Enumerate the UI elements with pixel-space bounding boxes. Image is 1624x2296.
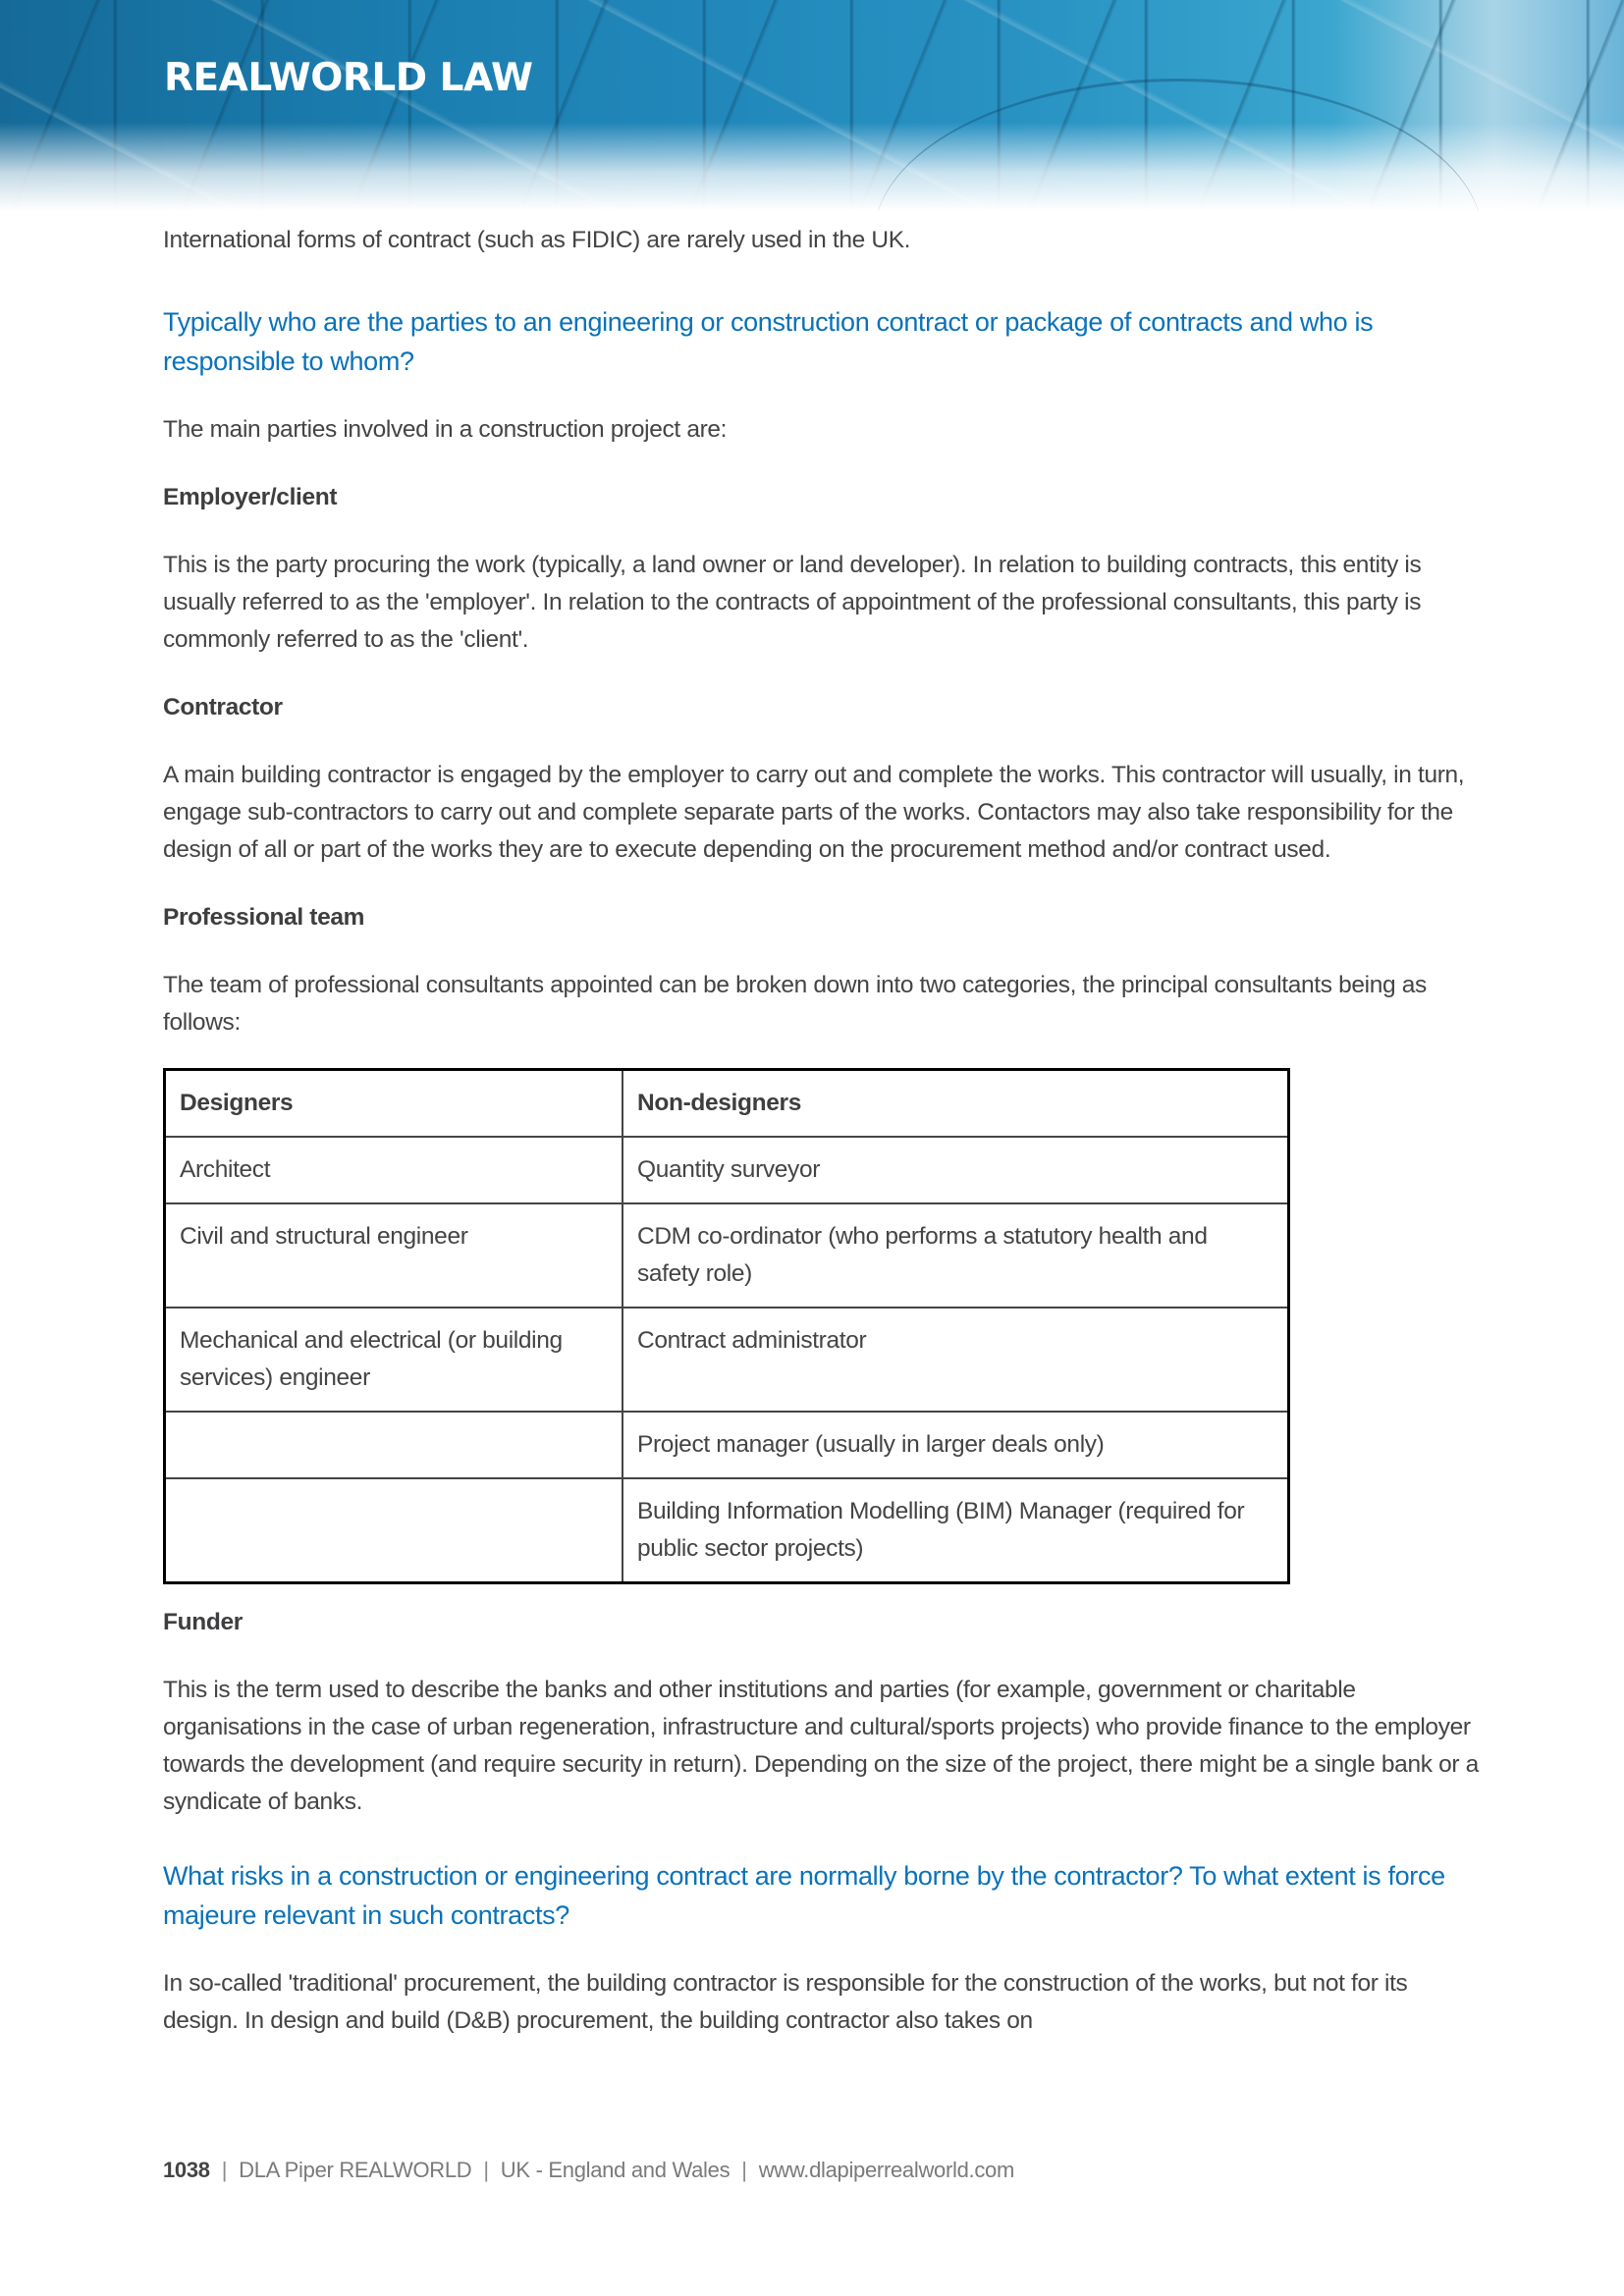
header-building-arc bbox=[874, 79, 1483, 211]
footer-jurisdiction: UK - England and Wales bbox=[500, 2158, 731, 2182]
funder-heading: Funder bbox=[163, 1609, 243, 1635]
document-body bbox=[163, 222, 1479, 2040]
page-number: 1038 bbox=[163, 2158, 210, 2182]
page-footer bbox=[163, 2158, 1014, 2183]
table-cell-non-designer: Project manager (usually in larger deals only) bbox=[623, 1412, 1289, 1478]
column-header-non-designers: Non-designers bbox=[623, 1070, 1289, 1138]
employer-heading: Employer/client bbox=[163, 484, 338, 510]
table-cell-designer bbox=[165, 1478, 623, 1583]
column-header-designers: Designers bbox=[165, 1070, 623, 1138]
footer-separator: | bbox=[221, 2158, 228, 2182]
footer-separator: | bbox=[741, 2158, 747, 2182]
footer-website-link[interactable]: www.dlapiperrealworld.com bbox=[758, 2158, 1014, 2182]
table-cell-non-designer: CDM co-ordinator (who performs a statutory health and safety role) bbox=[623, 1203, 1289, 1308]
table-cell-non-designer: Contract administrator bbox=[623, 1308, 1289, 1412]
professional-team-paragraph: The team of professional consultants appointed can be broken down into two categories, the principal consultants being as follows: bbox=[163, 972, 1427, 1036]
question-heading-risks: What risks in a construction or engineering contract are normally borne by the contractor? To what extent is force majeure relevant in such contracts? bbox=[163, 1861, 1445, 1930]
table-cell-designer: Mechanical and electrical (or building services) engineer bbox=[165, 1308, 623, 1412]
contractor-paragraph: A main building contractor is engaged by the employer to carry out and complete the works. This contractor will usually, in turn, engage sub-contractors to carry out and complete separate parts of the works. Contactors may also take responsibility for the design of all or part of the works they are to execute depending on the procurement method and/or contract used. bbox=[163, 762, 1465, 863]
page-title: REALWORLD LAW bbox=[164, 56, 533, 100]
table-row bbox=[165, 1478, 1289, 1583]
professional-team-heading: Professional team bbox=[163, 904, 365, 931]
footer-publication: DLA Piper REALWORLD bbox=[239, 2158, 472, 2182]
question-heading-parties: Typically who are the parties to an engineering or construction contract or package of contracts and who is responsible to whom? bbox=[163, 307, 1374, 376]
contractor-heading: Contractor bbox=[163, 694, 283, 721]
professional-team-table bbox=[163, 1068, 1290, 1584]
parties-lead-paragraph: The main parties involved in a construction project are: bbox=[163, 416, 728, 443]
risks-paragraph: In so-called 'traditional' procurement, the building contractor is responsible for the construction of the works, but not for its design. In design and build (D&B) procurement, the building contractor also takes on bbox=[163, 1970, 1408, 2034]
table-cell-non-designer: Quantity surveyor bbox=[623, 1137, 1289, 1203]
table-row bbox=[165, 1412, 1289, 1478]
table-cell-designer: Civil and structural engineer bbox=[165, 1203, 623, 1308]
table-cell-non-designer: Building Information Modelling (BIM) Manager (required for public sector projects) bbox=[623, 1478, 1289, 1583]
table-header-row bbox=[165, 1070, 1289, 1138]
table-cell-designer bbox=[165, 1412, 623, 1478]
header-banner bbox=[0, 0, 1624, 211]
table-row bbox=[165, 1203, 1289, 1308]
table-row bbox=[165, 1137, 1289, 1203]
footer-separator: | bbox=[483, 2158, 489, 2182]
table-cell-designer: Architect bbox=[165, 1137, 623, 1203]
table-row bbox=[165, 1308, 1289, 1412]
intro-paragraph: International forms of contract (such as FIDIC) are rarely used in the UK. bbox=[163, 227, 911, 253]
employer-paragraph: This is the party procuring the work (typically, a land owner or land developer). In relation to building contracts, this entity is usually referred to as the 'employer'. In relation to the contracts of appointment of the professional consultants, this party is commonly referred to as the 'client'. bbox=[163, 552, 1422, 653]
funder-paragraph: This is the term used to describe the banks and other institutions and parties (for example, government or charitable organisations in the case of urban regeneration, infrastructure and cultural/sports projects) who provide finance to the employer towards the development (and require security in return). Depending on the size of the project, there might be a single bank or a syndicate of banks. bbox=[163, 1677, 1479, 1815]
